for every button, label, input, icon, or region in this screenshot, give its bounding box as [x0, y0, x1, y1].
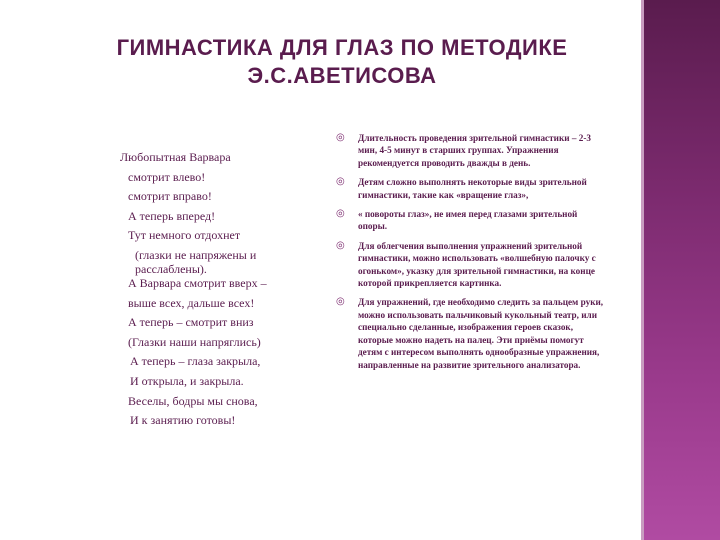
list-item	[336, 296, 604, 370]
list-item	[336, 132, 604, 169]
list-item	[336, 208, 604, 233]
bullet-circle-icon: ◎	[336, 208, 345, 220]
decorative-side-bar	[641, 0, 720, 540]
poem-line: Любопытная Варвара	[120, 150, 231, 164]
slide-title	[72, 34, 612, 90]
bullet-circle-icon: ◎	[336, 176, 345, 188]
title-line-1: ГИМНАСТИКА ДЛЯ ГЛАЗ ПО МЕТОДИКЕ	[116, 35, 568, 60]
bullet-list	[336, 132, 604, 378]
poem-line: Веселы, бодры мы снова,	[128, 393, 258, 408]
bullet-text: Для облегчения выполнения упражнений зрительной гимнастики, можно использовать «волшебную палочку с огоньком», указку для зрительной гимнастики, на конце которой прикрепляется картинка.	[358, 240, 596, 289]
title-line-2: Э.С.АВЕТИСОВА	[247, 63, 437, 88]
list-item	[336, 240, 604, 290]
poem-line: А теперь вперед!	[128, 208, 216, 223]
poem-line: А теперь – глаза закрыла,	[130, 354, 261, 369]
poem-line: И к занятию готовы!	[130, 413, 236, 428]
bullet-circle-icon: ◎	[336, 132, 345, 143]
poem-block	[120, 150, 300, 433]
list-item	[336, 176, 604, 201]
poem-line: Тут немного отдохнет	[128, 228, 241, 243]
bullet-text: Длительность проведения зрительной гимнастики – 2-3 мин, 4-5 минут в старших группах. Упражнения рекомендуется проводить дважды в день.	[358, 133, 591, 168]
bullet-text: « повороты глаз», не имея перед глазами зрительной опоры.	[358, 209, 578, 232]
side-bar-divider	[641, 0, 644, 540]
poem-line: И открыла, и закрыла.	[130, 373, 244, 388]
bullet-text: Для упражнений, где необходимо следить за пальцем руки, можно использовать пальчиковый кукольный театр, или специально сделанные, изображения героев сказок, которые можно надеть на палец. Эти приёмы помогут детям с интересом выполнять однообразные упражнения, направленные на развитие зрительного анализатора.	[358, 297, 604, 370]
poem-line: (глазки не напряжены и расслаблены).	[135, 247, 257, 276]
poem-line: выше всех, дальше всех!	[128, 295, 255, 310]
bullet-circle-icon: ◎	[336, 296, 345, 308]
poem-line: (Глазки наши напряглись)	[128, 334, 261, 349]
poem-line: А теперь – смотрит вниз	[128, 315, 254, 330]
bullet-circle-icon: ◎	[336, 239, 345, 251]
poem-line: смотрит вправо!	[128, 189, 212, 204]
poem-line: А Варвара смотрит вверх –	[128, 275, 267, 290]
bullet-text: Детям сложно выполнять некоторые виды зрительной гимнастики, такие как «вращение глаз»,	[358, 177, 587, 200]
poem-line: смотрит влево!	[128, 169, 206, 184]
